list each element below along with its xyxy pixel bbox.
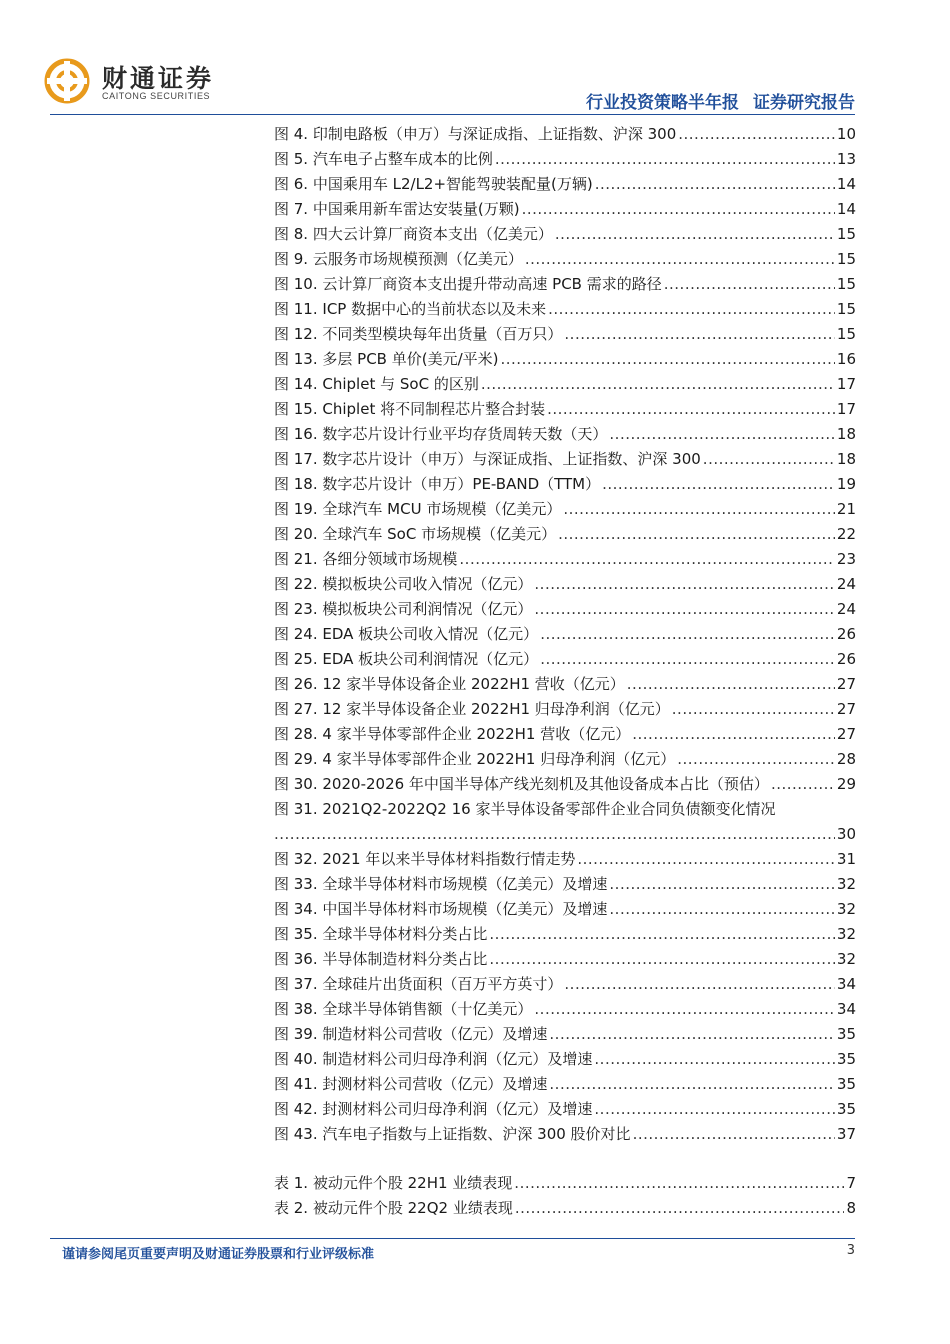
figure-entry[interactable]: [274, 743, 856, 768]
entry-label: 图 40. 制造材料公司归母净利润（亿元）及增速: [274, 1050, 593, 1068]
figure-entry[interactable]: [274, 1018, 856, 1043]
entry-label: 图 36. 半导体制造材料分类占比: [274, 950, 488, 968]
entry-label: 图 30. 2020-2026 年中国半导体产线光刻机及其他设备成本占比（预估）: [274, 775, 769, 793]
dot-leader: [549, 1025, 835, 1043]
dot-leader: [609, 875, 835, 893]
entry-label: 图 15. Chiplet 将不同制程芯片整合封装: [274, 400, 546, 418]
figure-entry[interactable]: [274, 418, 856, 443]
dot-leader: [548, 300, 835, 318]
entry-label: 表 2. 被动元件个股 22Q2 业绩表现: [274, 1199, 513, 1217]
entry-page: 17: [836, 375, 856, 393]
entry-page: 34: [836, 1000, 856, 1018]
entry-page: 35: [836, 1025, 856, 1043]
entry-label: 图 29. 4 家半导体零部件企业 2022H1 归母净利润（亿元）: [274, 750, 676, 768]
figure-entry[interactable]: [274, 843, 856, 868]
figure-entry[interactable]: [274, 368, 856, 393]
dot-leader: [602, 475, 835, 493]
table-entry[interactable]: [274, 1167, 856, 1192]
entry-page: 26: [836, 625, 856, 643]
entry-label: 图 27. 12 家半导体设备企业 2022H1 归母净利润（亿元）: [274, 700, 670, 718]
entry-page: 35: [836, 1075, 856, 1093]
figure-entry[interactable]: [274, 943, 856, 968]
entry-label: 图 4. 印制电路板（申万）与深证成指、上证指数、沪深 300: [274, 125, 677, 143]
entry-page: 24: [836, 575, 856, 593]
dot-leader: [633, 1125, 835, 1143]
figure-entry[interactable]: [274, 968, 856, 993]
figure-entry[interactable]: [274, 493, 856, 518]
entry-label: 图 37. 全球硅片出货面积（百万平方英寸）: [274, 975, 563, 993]
entry-page: 22: [836, 525, 856, 543]
company-logo: [44, 58, 244, 106]
entry-page: 15: [836, 275, 856, 293]
footer-disclaimer[interactable]: 谨请参阅尾页重要声明及财通证券股票和行业评级标准: [62, 1247, 375, 1262]
entry-label: 图 34. 中国半导体材料市场规模（亿美元）及增速: [274, 900, 608, 918]
entry-page: 27: [836, 675, 856, 693]
entry-label: 图 14. Chiplet 与 SoC 的区别: [274, 375, 479, 393]
table-of-figures: [274, 118, 856, 1217]
dot-leader: [564, 325, 835, 343]
entry-page: 18: [836, 425, 856, 443]
report-header: [572, 88, 855, 113]
entry-page: 15: [836, 325, 856, 343]
entry-label: 图 28. 4 家半导体零部件企业 2022H1 营收（亿元）: [274, 725, 631, 743]
entry-page: 28: [836, 750, 856, 768]
figure-entry[interactable]: [274, 893, 856, 918]
dot-leader: [594, 1050, 835, 1068]
dot-leader: [547, 400, 835, 418]
entry-label: 图 19. 全球汽车 MCU 市场规模（亿美元）: [274, 500, 562, 518]
figure-entry[interactable]: [274, 443, 856, 468]
figure-entry[interactable]: [274, 768, 856, 793]
dot-leader: [534, 1000, 835, 1018]
dot-leader: [677, 750, 835, 768]
entry-page: 7: [846, 1174, 856, 1192]
entry-label: 图 9. 云服务市场规模预测（亿美元）: [274, 250, 523, 268]
figure-entry[interactable]: [274, 668, 856, 693]
dot-leader: [515, 1199, 845, 1217]
entry-page: 24: [836, 600, 856, 618]
entry-label: 图 18. 数字芯片设计（申万）PE-BAND（TTM）: [274, 475, 601, 493]
figure-entry[interactable]: [274, 293, 856, 318]
entry-label: 图 38. 全球半导体销售额（十亿美元）: [274, 1000, 533, 1018]
entry-page: 27: [836, 700, 856, 718]
entry-page: 15: [836, 250, 856, 268]
entry-label: 图 43. 汽车电子指数与上证指数、沪深 300 股价对比: [274, 1125, 631, 1143]
entry-page: 34: [836, 975, 856, 993]
entry-label: 图 26. 12 家半导体设备企业 2022H1 营收（亿元）: [274, 675, 625, 693]
logo-chinese-name: 财通证券: [102, 64, 215, 93]
dot-leader: [678, 125, 835, 143]
entry-label: 图 33. 全球半导体材料市场规模（亿美元）及增速: [274, 875, 608, 893]
figure-entry[interactable]: [274, 568, 856, 593]
entry-page: 26: [836, 650, 856, 668]
dot-leader: [558, 525, 835, 543]
figure-entry[interactable]: [274, 793, 856, 818]
dot-leader: [563, 500, 835, 518]
entry-page: 18: [836, 450, 856, 468]
entry-page: 29: [836, 775, 856, 793]
dot-leader: [489, 925, 835, 943]
entry-label: 图 31. 2021Q2-2022Q2 16 家半导体设备零部件企业合同负债额变化情况: [274, 800, 776, 818]
dot-leader: [627, 675, 835, 693]
figure-entry[interactable]: [274, 693, 856, 718]
dot-leader: [672, 700, 835, 718]
dot-leader: [534, 600, 835, 618]
dot-leader: [609, 900, 835, 918]
entry-label: 图 20. 全球汽车 SoC 市场规模（亿美元）: [274, 525, 557, 543]
dot-leader: [594, 1100, 835, 1118]
caitong-logo-icon: [44, 58, 90, 104]
entry-page: 23: [836, 550, 856, 568]
entry-page: 15: [836, 300, 856, 318]
figure-entry[interactable]: [274, 1093, 856, 1118]
figure-entry[interactable]: [274, 618, 856, 643]
entry-label: 图 17. 数字芯片设计（申万）与深证成指、上证指数、沪深 300: [274, 450, 701, 468]
dot-leader: [771, 775, 835, 793]
entry-page: 32: [836, 950, 856, 968]
figure-entry[interactable]: [274, 118, 856, 143]
dot-leader: [564, 975, 835, 993]
dot-leader: [534, 575, 835, 593]
figure-entry[interactable]: [274, 143, 856, 168]
section-gap: [274, 1143, 856, 1167]
entry-page: 10: [836, 125, 856, 143]
figure-entry[interactable]: [274, 518, 856, 543]
figure-entry[interactable]: [274, 343, 856, 368]
figure-entry[interactable]: [274, 818, 856, 843]
figure-entry[interactable]: [274, 1118, 856, 1143]
dot-leader: [501, 350, 835, 368]
entry-page: 37: [836, 1125, 856, 1143]
entry-label: 图 10. 云计算厂商资本支出提升带动高速 PCB 需求的路径: [274, 275, 662, 293]
figure-entry[interactable]: [274, 918, 856, 943]
entry-label: 图 11. ICP 数据中心的当前状态以及未来: [274, 300, 547, 318]
entry-label: 图 32. 2021 年以来半导体材料指数行情走势: [274, 850, 576, 868]
dot-leader: [514, 1174, 844, 1192]
entry-page: 15: [836, 225, 856, 243]
table-list: [274, 1167, 856, 1217]
dot-leader: [540, 650, 835, 668]
entry-page: 14: [836, 175, 856, 193]
logo-english-name: CAITONG SECURITIES: [102, 91, 211, 101]
entry-label: 图 22. 模拟板块公司收入情况（亿元）: [274, 575, 533, 593]
figure-entry[interactable]: [274, 868, 856, 893]
dot-leader: [609, 425, 835, 443]
entry-page: 8: [846, 1199, 856, 1217]
report-type: 行业投资策略半年报: [586, 93, 739, 113]
entry-label: 图 8. 四大云计算厂商资本支出（亿美元）: [274, 225, 553, 243]
entry-page: 16: [836, 350, 856, 368]
figure-entry[interactable]: [274, 1043, 856, 1068]
figure-entry[interactable]: [274, 193, 856, 218]
entry-page: 19: [836, 475, 856, 493]
figure-entry[interactable]: [274, 168, 856, 193]
dot-leader: [549, 1075, 835, 1093]
entry-label: 图 35. 全球半导体材料分类占比: [274, 925, 488, 943]
dot-leader: [632, 725, 835, 743]
entry-label: 图 23. 模拟板块公司利润情况（亿元）: [274, 600, 533, 618]
entry-page: 27: [836, 725, 856, 743]
header-divider: [50, 114, 855, 115]
dot-leader: [703, 450, 835, 468]
dot-leader: [459, 550, 835, 568]
dot-leader: [522, 200, 835, 218]
figure-entry[interactable]: [274, 268, 856, 293]
dot-leader: [664, 275, 835, 293]
dot-leader: [555, 225, 835, 243]
entry-label: 图 21. 各细分领域市场规模: [274, 550, 458, 568]
entry-label: 图 13. 多层 PCB 单价(美元/平米): [274, 350, 499, 368]
figure-entry[interactable]: [274, 243, 856, 268]
entry-page: 30: [836, 825, 856, 843]
entry-label: 图 6. 中国乘用车 L2/L2+智能驾驶装配量(万辆): [274, 175, 593, 193]
entry-label: 图 7. 中国乘用新车雷达安装量(万颗): [274, 200, 520, 218]
figure-entry[interactable]: [274, 643, 856, 668]
footer-divider: [50, 1238, 855, 1239]
entry-page: 35: [836, 1100, 856, 1118]
dot-leader: [540, 625, 835, 643]
entry-page: 21: [836, 500, 856, 518]
table-entry[interactable]: [274, 1192, 856, 1217]
figure-entry[interactable]: [274, 718, 856, 743]
figure-entry[interactable]: [274, 468, 856, 493]
entry-page: 14: [836, 200, 856, 218]
dot-leader: [481, 375, 835, 393]
dot-leader: [274, 825, 835, 843]
entry-label: 图 42. 封测材料公司归母净利润（亿元）及增速: [274, 1100, 593, 1118]
dot-leader: [595, 175, 835, 193]
entry-page: 32: [836, 925, 856, 943]
dot-leader: [525, 250, 835, 268]
entry-label: 图 5. 汽车电子占整车成本的比例: [274, 150, 493, 168]
entry-label: 表 1. 被动元件个股 22H1 业绩表现: [274, 1174, 513, 1192]
entry-label: 图 16. 数字芯片设计行业平均存货周转天数（天）: [274, 425, 608, 443]
figure-entry[interactable]: [274, 393, 856, 418]
figure-list: [274, 118, 856, 1143]
dot-leader: [489, 950, 835, 968]
figure-entry[interactable]: [274, 318, 856, 343]
entry-page: 31: [836, 850, 856, 868]
dot-leader: [495, 150, 835, 168]
entry-page: 32: [836, 900, 856, 918]
entry-page: 13: [836, 150, 856, 168]
entry-label: 图 25. EDA 板块公司利润情况（亿元）: [274, 650, 539, 668]
figure-entry[interactable]: [274, 218, 856, 243]
page-number: 3: [846, 1243, 855, 1258]
entry-label: 图 24. EDA 板块公司收入情况（亿元）: [274, 625, 539, 643]
report-kind: 证券研究报告: [753, 93, 855, 113]
dot-leader: [577, 850, 835, 868]
entry-page: 32: [836, 875, 856, 893]
figure-entry[interactable]: [274, 993, 856, 1018]
entry-label: 图 41. 封测材料公司营收（亿元）及增速: [274, 1075, 548, 1093]
figure-entry[interactable]: [274, 593, 856, 618]
figure-entry[interactable]: [274, 543, 856, 568]
entry-page: 17: [836, 400, 856, 418]
entry-label: 图 39. 制造材料公司营收（亿元）及增速: [274, 1025, 548, 1043]
figure-entry[interactable]: [274, 1068, 856, 1093]
entry-label: 图 12. 不同类型模块每年出货量（百万只）: [274, 325, 563, 343]
entry-page: 35: [836, 1050, 856, 1068]
